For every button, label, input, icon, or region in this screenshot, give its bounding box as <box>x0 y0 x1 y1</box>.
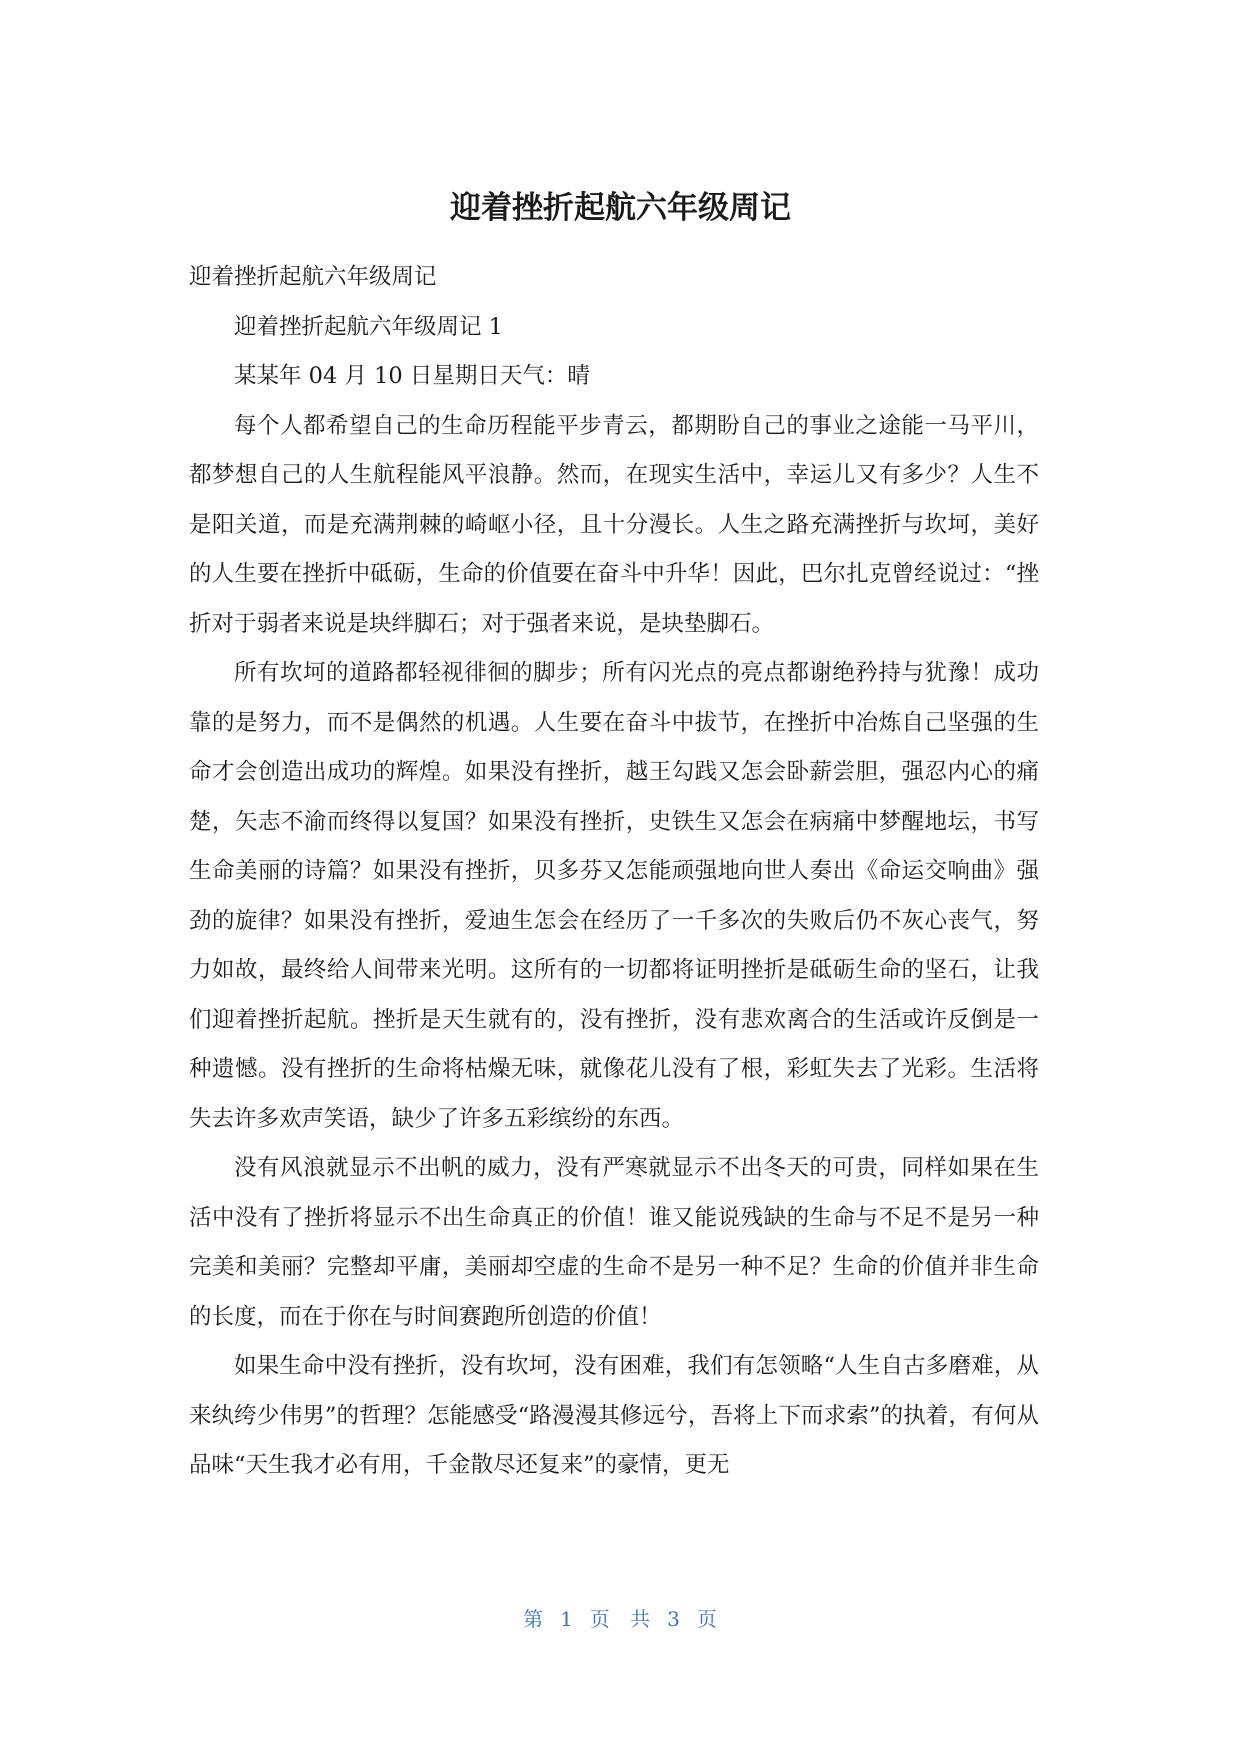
footer-current-page: 1 <box>560 1607 574 1631</box>
page-number-footer <box>0 1604 1241 1634</box>
paragraph-4: 如果生命中没有挫折，没有坎坷，没有困难，我们有怎领略“人生自古多磨难，从来纨绔少伟男”的哲理？怎能感受“路漫漫其修远兮，吾将上下而求索”的执着，有何从品味“天生我才必有用，千金散尽还复来”的豪情，更无 <box>189 1353 1039 1478</box>
paragraph-1: 每个人都希望自己的生命历程能平步青云，都期盼自己的事业之途能一马平川，都梦想自己的人生航程能风平浪静。然而，在现实生活中，幸运儿又有多少？人生不是阳关道，而是充满荆棘的崎岖小径，且十分漫长。人生之路充满挫折与坎坷，美好的人生要在挫折中砥砺，生命的价值要在奋斗中升华！因此，巴尔扎克曾经说过：“挫折对于弱者来说是块绊脚石；对于强者来说，是块垫脚石。 <box>189 412 1039 637</box>
document-title: 迎着挫折起航六年级周记 <box>450 190 791 226</box>
footer-total-pages: 3 <box>667 1607 681 1631</box>
section-heading: 迎着挫折起航六年级周记 1 <box>234 313 503 340</box>
date-weather-line: 某某年 04 月 10 日星期日天气：晴 <box>234 363 590 389</box>
document-subtitle: 迎着挫折起航六年级周记 <box>189 264 437 290</box>
footer-suffix: 页 <box>696 1607 718 1631</box>
paragraph-2: 所有坎坷的道路都轻视徘徊的脚步；所有闪光点的亮点都谢绝矜持与犹豫！成功靠的是努力，而不是偶然的机遇。人生要在奋斗中拔节，在挫折中冶炼自己坚强的生命才会创造出成功的辉煌。如果没有挫折，越王勾践又怎会卧薪尝胆，强忍内心的痛楚，矢志不渝而终得以复国？如果没有挫折，史铁生又怎会在病痛中梦醒地坛，书写生命美丽的诗篇？如果没有挫折，贝多芬又怎能顽强地向世人奏出《命运交响曲》强劲的旋律？如果没有挫折，爱迪生怎会在经历了一千多次的失败后仍不灰心丧气，努力如故，最终给人间带来光明。这所有的一切都将证明挫折是砥砺生命的坚石，让我们迎着挫折起航。挫折是天生就有的，没有挫折，没有悲欢离合的生活或许反倒是一种遗憾。没有挫折的生命将枯燥无味，就像花儿没有了根，彩虹失去了光彩。生活将失去许多欢声笑语，缺少了许多五彩缤纷的东西。 <box>189 660 1039 1132</box>
footer-prefix: 第 <box>523 1607 545 1631</box>
document-body <box>189 253 1039 1491</box>
paragraph-3: 没有风浪就显示不出帆的威力，没有严寒就显示不出冬天的可贵，同样如果在生活中没有了挫折将显示不出生命真正的价值！谁又能说残缺的生命与不足不是另一种完美和美丽？完整却平庸，美丽却空虚的生命不是另一种不足？生命的价值并非生命的长度，而在于你在与时间赛跑所创造的价值！ <box>189 1155 1039 1330</box>
footer-middle: 页 共 <box>589 1607 652 1631</box>
